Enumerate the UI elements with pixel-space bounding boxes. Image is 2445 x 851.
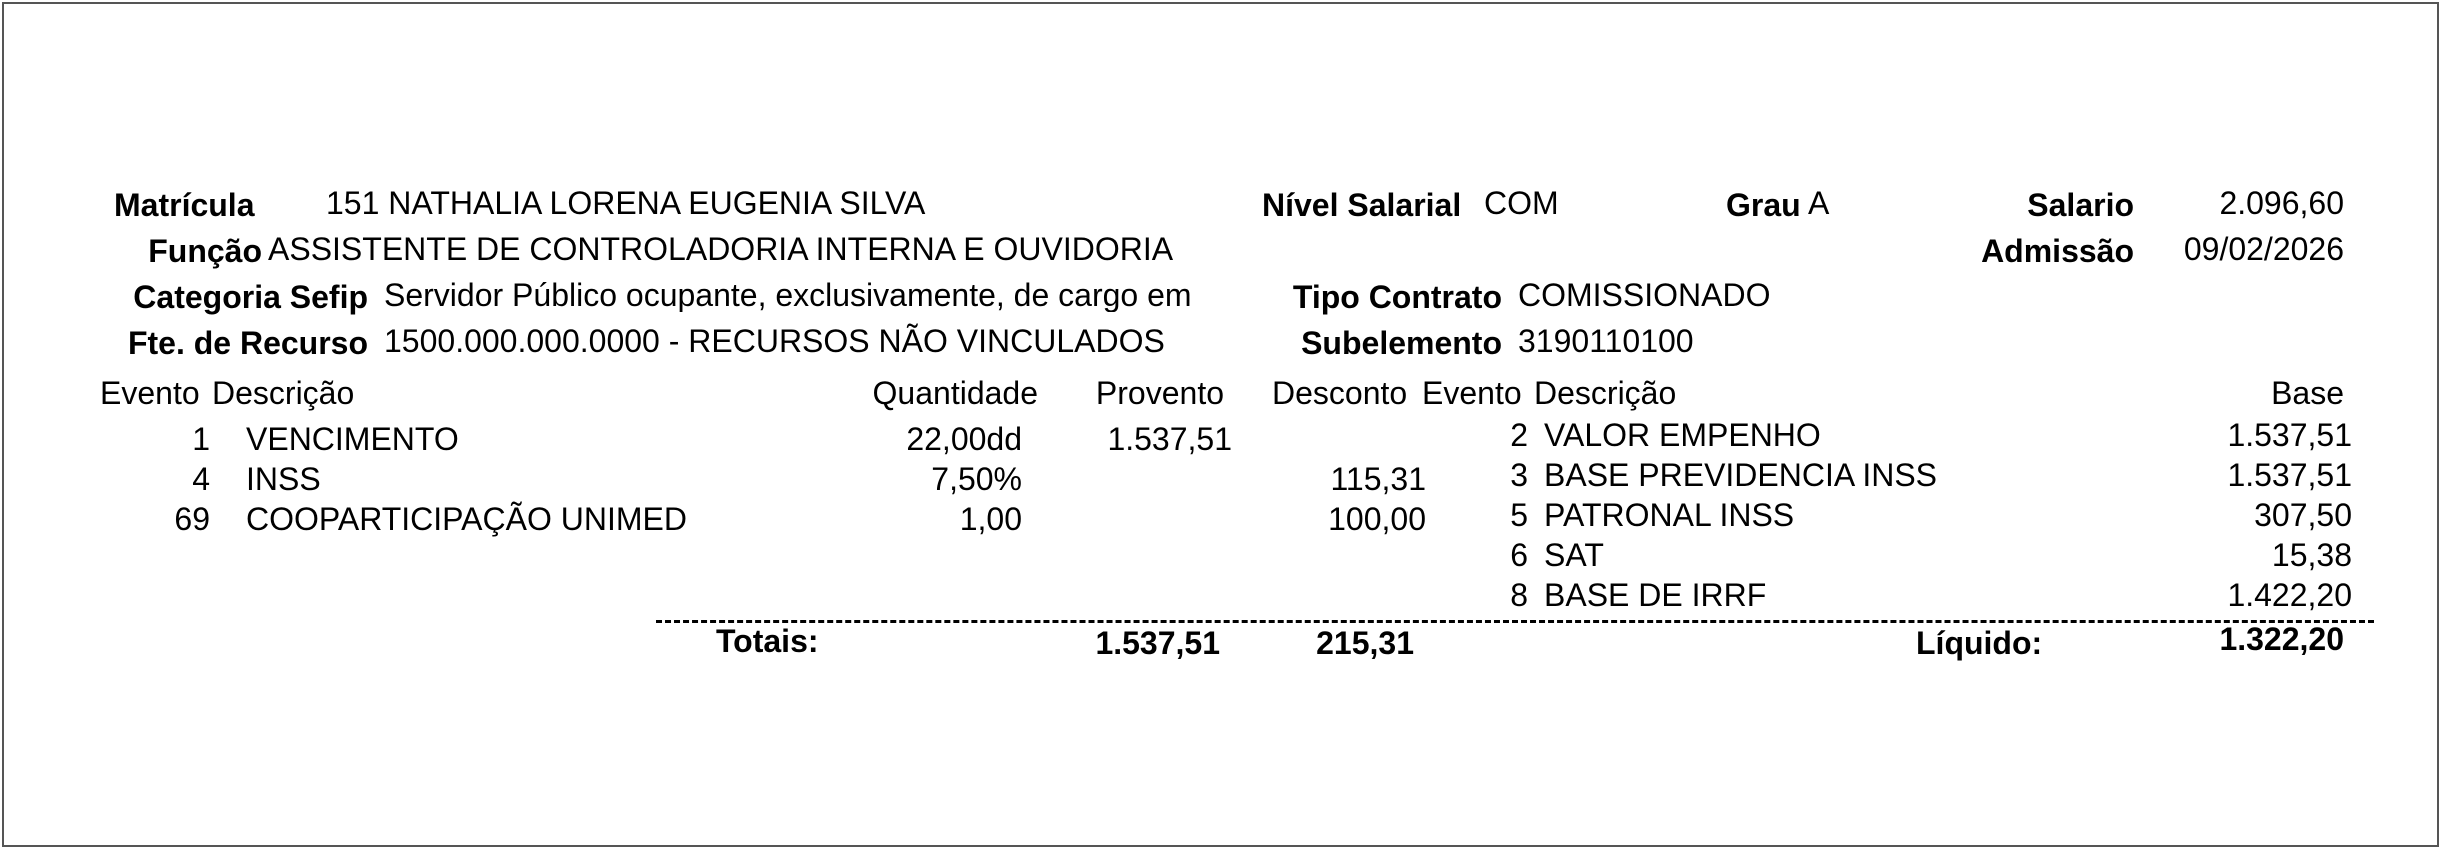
grau-label: Grau: [1726, 187, 1801, 223]
col-evento: Evento: [100, 375, 200, 411]
base-description: PATRONAL INSS: [1544, 497, 1795, 533]
col-base: Base: [2271, 375, 2344, 411]
grau-value: A: [1808, 185, 1830, 221]
base-value: 1.422,20: [2227, 577, 2352, 613]
base-value: 1.537,51: [2227, 417, 2352, 453]
base-code: 6: [1510, 537, 1528, 573]
admissao-label: Admissão: [1981, 233, 2134, 269]
col-descricao-base: Descrição: [1534, 375, 1677, 411]
base-code: 8: [1510, 577, 1528, 613]
admissao-value: 09/02/2026: [2183, 231, 2344, 267]
base-description: BASE PREVIDENCIA INSS: [1544, 457, 1938, 493]
totals-provento: 1.537,51: [1095, 625, 1220, 661]
base-code: 3: [1510, 457, 1528, 493]
col-descricao: Descrição: [212, 375, 355, 411]
col-evento-base: Evento: [1422, 375, 1522, 411]
event-description: INSS: [246, 461, 321, 497]
event-code: 1: [192, 421, 210, 457]
subelemento-label: Subelemento: [1301, 325, 1502, 361]
base-value: 15,38: [2271, 537, 2352, 573]
base-description: BASE DE IRRF: [1544, 577, 1767, 613]
fonte-recurso-value: 1500.000.000.0000 - RECURSOS NÃO VINCULADOS: [384, 323, 1165, 359]
salario-label: Salario: [2027, 187, 2134, 223]
event-quantity: 1,00: [959, 501, 1022, 537]
nivel-salarial-value: COM: [1484, 185, 1559, 221]
base-code: 2: [1510, 417, 1528, 453]
funcao-value: ASSISTENTE DE CONTROLADORIA INTERNA E OUVIDORIA: [268, 231, 1174, 267]
liquido-label: Líquido:: [1916, 625, 2043, 661]
categoria-sefip-label: Categoria Sefip: [133, 279, 368, 315]
nivel-salarial-label: Nível Salarial: [1262, 187, 1462, 223]
event-desconto: 100,00: [1328, 501, 1426, 537]
payslip-page: [2, 2, 2439, 847]
totals-label: Totais:: [716, 623, 819, 659]
event-provento: 1.537,51: [1107, 421, 1232, 457]
col-desconto: Desconto: [1272, 375, 1408, 411]
base-value: 307,50: [2254, 497, 2352, 533]
tipo-contrato-label: Tipo Contrato: [1292, 279, 1502, 315]
totals-desconto: 215,31: [1316, 625, 1414, 661]
liquido-value: 1.322,20: [2219, 621, 2344, 657]
event-description: COOPARTICIPAÇÃO UNIMED: [246, 501, 687, 537]
matricula-label: Matrícula: [114, 187, 255, 223]
categoria-sefip-value: Servidor Público ocupante, exclusivamente, de cargo em: [384, 278, 1192, 312]
event-description: VENCIMENTO: [246, 421, 459, 457]
tipo-contrato-value: COMISSIONADO: [1518, 277, 1771, 313]
fonte-recurso-label: Fte. de Recurso: [127, 325, 368, 361]
subelemento-value: 3190110100: [1518, 323, 1694, 359]
event-code: 69: [174, 501, 210, 537]
funcao-label: Função: [148, 233, 262, 269]
event-quantity: 7,50%: [931, 461, 1022, 497]
matricula-value: 151 NATHALIA LORENA EUGENIA SILVA: [326, 185, 926, 221]
col-provento: Provento: [1095, 375, 1224, 411]
event-desconto: 115,31: [1330, 461, 1426, 497]
salario-value: 2.096,60: [2219, 185, 2344, 221]
base-code: 5: [1510, 497, 1528, 533]
base-value: 1.537,51: [2227, 457, 2352, 493]
col-quantidade: Quantidade: [872, 375, 1038, 411]
event-code: 4: [192, 461, 210, 497]
base-description: SAT: [1544, 537, 1604, 573]
event-quantity: 22,00dd: [906, 421, 1022, 457]
base-description: VALOR EMPENHO: [1544, 417, 1821, 453]
